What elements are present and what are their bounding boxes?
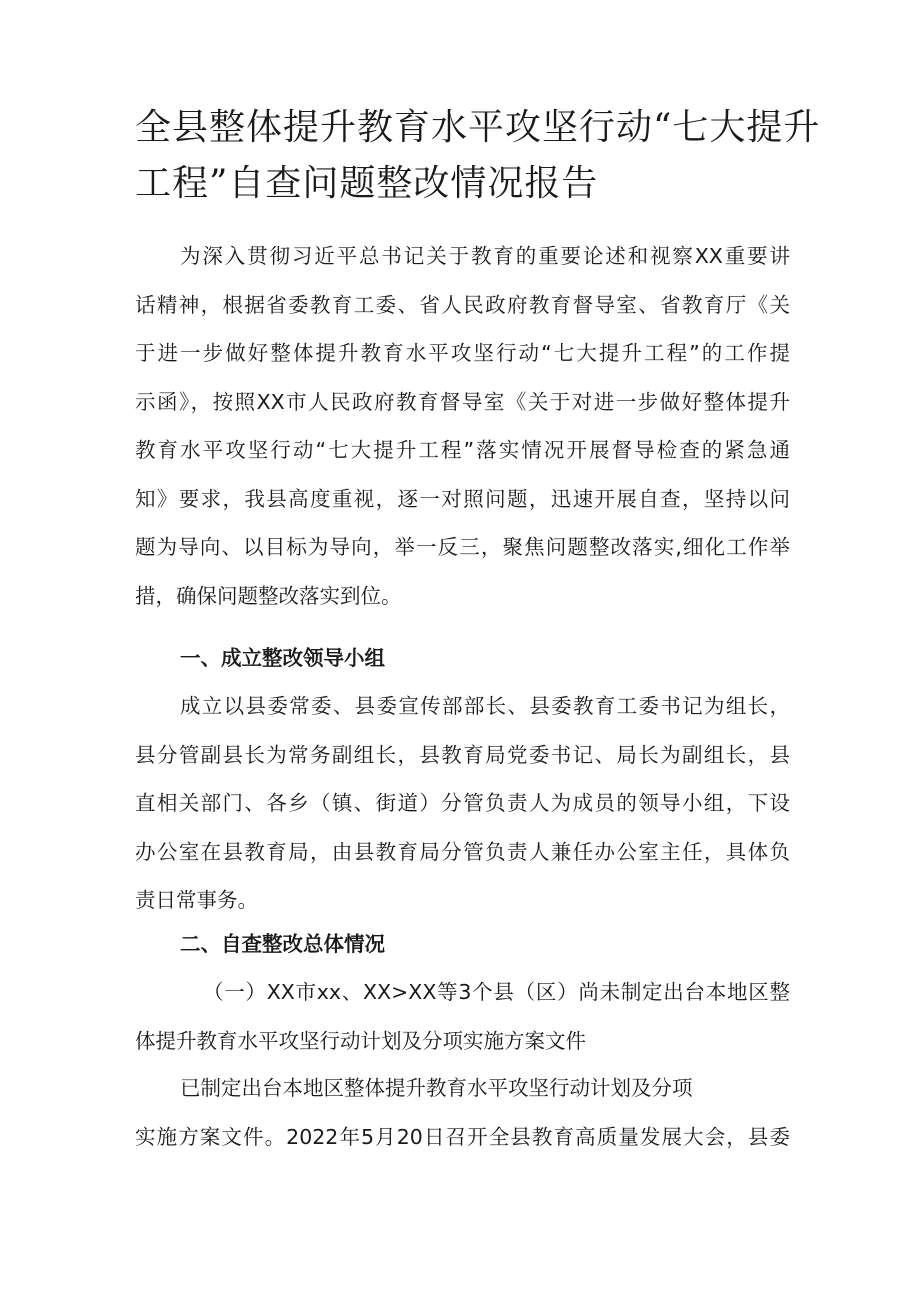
document-title	[135, 100, 821, 212]
section1-paragraph	[135, 682, 790, 925]
text-line: 已制定出台本地区整体提升教育水平攻坚行动计划及分项	[180, 1076, 693, 1100]
text-line: 实施方案文件。2022年5月20日召开全县教育高质量发展大会，县委	[135, 1124, 790, 1149]
title-line: 全县整体提升教育水平攻坚行动“七大提升	[135, 107, 821, 148]
text-line: 话精神，根据省委教育工委、省人民政府教育督导室、省教育厅《关	[135, 292, 790, 317]
text-line: 县分管副县长为常务副组长，县教育局党委书记、局长为副组长，县	[135, 742, 790, 767]
text-line: （一）XX市xx、XX>XX等3个县（区）尚未制定出台本地区整	[203, 980, 790, 1004]
text-line: 于进一步做好整体提升教育水平攻坚行动“七大提升工程”的工作提	[135, 341, 790, 365]
text-line: 直相关部门、各乡（镇、街道）分管负责人为成员的领导小组，下设	[135, 791, 790, 815]
intro-paragraph	[135, 232, 790, 620]
subsection1-paragraph	[135, 968, 790, 1065]
text-line: 措，确保问题整改落实到位。	[135, 583, 402, 608]
text-line: 成立以县委常委、县委宣传部部长、县委教育工委书记为组长，	[180, 694, 790, 718]
text-line: 题为导向、以目标为导向，举一反三，聚焦问题整改落实,细化工作举	[135, 535, 790, 559]
text-line: 为深入贯彻习近平总书记关于教育的重要论述和视察XX重要讲	[180, 244, 790, 268]
text-line: 体提升教育水平攻坚行动计划及分项实施方案文件	[135, 1028, 586, 1053]
body-paragraph	[135, 1064, 790, 1161]
text-line: 示函》，按照XX市人民政府教育督导室《关于对进一步做好整体提升	[135, 389, 790, 414]
text-line: 知》要求，我县高度重视，逐一对照问题，迅速开展自查，坚持以问	[135, 486, 790, 511]
text-line: 办公室在县教育局，由县教育局分管负责人兼任办公室主任，具体负	[135, 839, 790, 864]
text-line: 责日常事务。	[135, 888, 258, 912]
text-line: 教育水平攻坚行动“七大提升工程”落实情况开展督导检查的紧急通	[135, 438, 790, 462]
section-heading-1: 一、成立整改领导小组	[180, 646, 385, 670]
section-heading-2: 二、自查整改总体情况	[180, 932, 385, 956]
title-line: 工程”自查问题整改情况报告	[135, 163, 599, 204]
